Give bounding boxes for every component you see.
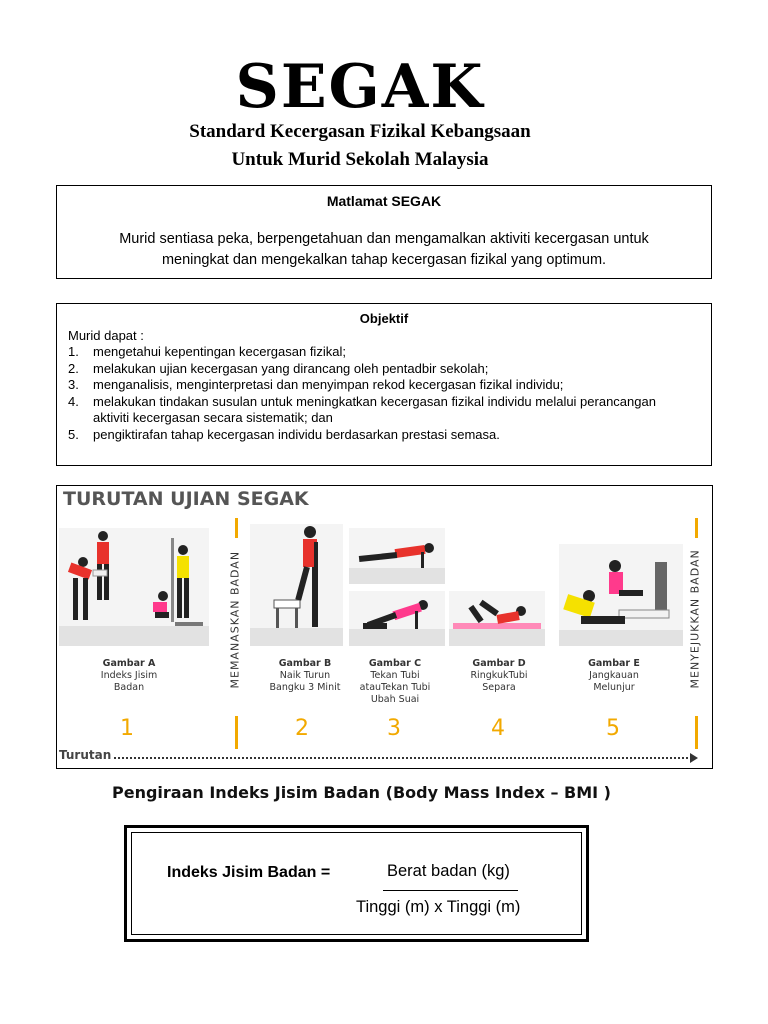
caption-gambar-d-line-2: Separa (482, 682, 516, 693)
matlamat-line-1: Murid sentiasa peka, berpengetahuan dan mengamalkan aktiviti kecergasan untuk (119, 231, 649, 247)
caption-gambar-c-line-3: Ubah Suai (370, 694, 420, 705)
list-number: 4. (68, 393, 79, 409)
list-item (68, 427, 691, 444)
cooldown-label: MENYEJUKKAN BADAN (688, 549, 702, 689)
caption-gambar-d (454, 658, 544, 694)
step-number-2: 2 (295, 716, 309, 741)
gambar-e-photo (559, 544, 683, 646)
list-item (68, 344, 691, 361)
step-up-figure (250, 524, 343, 646)
turutan-ujian-panel (56, 485, 713, 769)
gambar-a-photo (59, 528, 209, 646)
cooldown-line-bottom (695, 716, 698, 749)
caption-gambar-b-title: Gambar B (278, 658, 332, 669)
list-number: 2. (68, 360, 79, 376)
bmi-formula-inner-border (131, 832, 582, 935)
list-number: 3. (68, 377, 79, 392)
list-number: 5. (68, 426, 79, 442)
caption-gambar-a (84, 658, 174, 694)
step-number-5: 5 (606, 716, 620, 741)
bmi-formula-numerator: Berat badan (kg) (387, 862, 510, 880)
caption-gambar-b-line-1: Naik Turun (279, 670, 331, 681)
gambar-b-photo (250, 524, 343, 646)
caption-gambar-a-line-2: Badan (113, 682, 145, 693)
push-up-figure (349, 528, 445, 584)
list-text: pengiktirafan tahap kecergasan individu berdasarkan prestasi semasa. (93, 426, 500, 442)
bmi-formula-box (124, 825, 589, 942)
caption-gambar-a-line-1: Indeks Jisim (100, 670, 158, 681)
gambar-c-photo-bottom (349, 591, 445, 646)
objektif-box (56, 303, 712, 466)
caption-gambar-a-title: Gambar A (102, 658, 156, 669)
subtitle-line-1: Standard Kecergasan Fizikal Kebangsaan (189, 121, 531, 142)
list-text: mengetahui kepentingan kecergasan fizikal; (93, 344, 346, 359)
list-item (68, 394, 691, 427)
caption-gambar-e (569, 658, 659, 694)
matlamat-box (56, 185, 712, 279)
list-item (68, 377, 691, 394)
warmup-label: MEMANASKAN BADAN (228, 550, 242, 689)
page-title: SEGAK (235, 52, 485, 122)
list-item (68, 361, 691, 378)
matlamat-body (77, 229, 691, 271)
bmi-formula-denominator: Tinggi (m) x Tinggi (m) (356, 898, 521, 916)
step-number-1: 1 (120, 716, 134, 741)
fraction-line (383, 890, 518, 891)
sequence-dotted-line (114, 757, 692, 759)
objektif-list (68, 344, 691, 443)
modified-push-up-figure (349, 591, 445, 646)
arrow-right-icon (690, 753, 698, 763)
warmup-line-bottom (235, 716, 238, 749)
caption-gambar-c-line-1: Tekan Tubi (370, 670, 420, 681)
turutan-label: Turutan (59, 748, 112, 762)
caption-gambar-d-title: Gambar D (472, 658, 526, 669)
sit-and-reach-figure (559, 544, 683, 646)
step-number-3: 3 (387, 716, 401, 741)
caption-gambar-c-line-2: atauTekan Tubi (359, 682, 431, 693)
objektif-heading: Objektif (359, 311, 409, 326)
warmup-line-top (235, 518, 238, 538)
caption-gambar-e-title: Gambar E (588, 658, 640, 669)
bmi-formula-label: Indeks Jisim Badan = (167, 864, 331, 881)
caption-gambar-e-line-2: Melunjur (593, 682, 635, 693)
list-number: 1. (68, 344, 79, 359)
cooldown-line-top (695, 518, 698, 538)
partial-curl-up-figure (449, 591, 545, 646)
caption-gambar-c (350, 658, 440, 706)
caption-gambar-d-line-1: RingkukTubi (470, 670, 528, 681)
matlamat-line-2: meningkat dan mengekalkan tahap kecergasan fizikal yang optimum. (161, 252, 607, 268)
caption-gambar-b-line-2: Bangku 3 Minit (269, 682, 341, 693)
bmi-measurement-figure (59, 528, 209, 646)
matlamat-heading: Matlamat SEGAK (326, 193, 442, 209)
caption-gambar-c-title: Gambar C (368, 658, 422, 669)
bmi-section-title: Pengiraan Indeks Jisim Badan (Body Mass Index – BMI ) (112, 783, 611, 802)
objektif-intro: Murid dapat : (68, 328, 144, 343)
turutan-title: TURUTAN UJIAN SEGAK (63, 488, 309, 510)
gambar-d-photo (449, 591, 545, 646)
caption-gambar-e-line-1: Jangkauan (589, 670, 639, 681)
list-text: melakukan ujian kecergasan yang dirancang oleh pentadbir sekolah; (93, 360, 489, 376)
subtitle-line-2: Untuk Murid Sekolah Malaysia (231, 149, 489, 170)
step-number-4: 4 (491, 716, 505, 741)
gambar-c-photo-top (349, 528, 445, 584)
list-text: menganalisis, menginterpretasi dan menyimpan rekod kecergasan fizikal individu; (93, 377, 564, 392)
list-text: melakukan tindakan susulan untuk meningkatkan kecergasan fizikal individu melalui perancangan aktiviti kecergasan secara sistematik; dan (93, 393, 656, 425)
caption-gambar-b (260, 658, 350, 694)
